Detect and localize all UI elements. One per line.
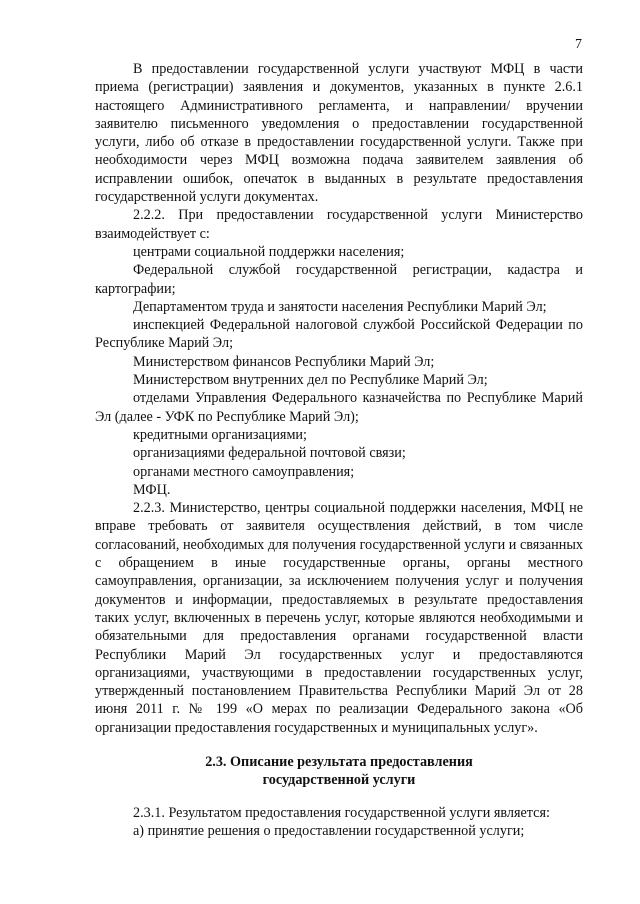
list-item: инспекцией Федеральной налоговой службой Российской Федерации по Республике Марий Эл; [95, 317, 583, 352]
document-body [95, 60, 583, 840]
paragraph-result-a: а) принятие решения о предоставлении государственной услуги; [133, 822, 525, 839]
list-item: Министерством финансов Республики Марий Эл; [133, 353, 435, 370]
list-item: центрами социальной поддержки населения; [133, 243, 405, 260]
paragraph-2-2-2: 2.2.2. При предоставлении государственной услуги Министерство взаимодействует с: [95, 207, 583, 242]
list-item: организациями федеральной почтовой связи; [133, 445, 406, 462]
paragraph-mfc-participation: В предоставлении государственной услуги участвуют МФЦ в части приема (регистрации) заявления и документов, указанных в пункте 2.6.1 настоящего Административного регламента, и направлении/ вручении заявителю письменного уведомления о предоставлении государственной услуги, либо об отказе в предоставлении государственной услуги. Также при необходимости через МФЦ возможна подача заявителем заявления об исправлении ошибок, опечаток в выданных в результате предоставления государственной услуги документах. [95, 61, 583, 206]
paragraph-2-3-1: 2.3.1. Результатом предоставления государственной услуги является: [133, 804, 550, 821]
section-heading-line-1: 2.3. Описание результата предоставления [205, 753, 473, 770]
list-item: МФЦ. [133, 481, 171, 498]
paragraph-2-2-3: 2.2.3. Министерство, центры социальной поддержки населения, МФЦ не вправе требовать от заявителя осуществления действий, в том числе согласований, необходимых для получения государственной услуги и связанных с обращением в иные государственные органы, органы местного самоуправления, организации, за исключением получения услуг и получения документов и информации, предоставляемых в результате предоставления таких услуг, включенных в перечень услуг, которые являются необходимыми и обязательными для предоставления органами государственной власти Республики Марий Эл государственных услуг и предоставляются организациями, участвующими в предоставлении государственных услуг, утвержденный постановлением Правительства Республики Марий Эл от 28 июня 2011 г. № 199 «О мерах по реализации Федерального закона «Об организации предоставления государственных и муниципальных услуг». [95, 500, 583, 736]
list-item: Департаментом труда и занятости населения Республики Марий Эл; [133, 298, 547, 315]
list-item: кредитными организациями; [133, 426, 307, 443]
section-heading [95, 753, 583, 790]
list-item: Федеральной службой государственной регистрации, кадастра и картографии; [95, 262, 583, 297]
list-item: органами местного самоуправления; [133, 463, 355, 480]
list-item: отделами Управления Федерального казначейства по Республике Марий Эл (далее - УФК по Республике Марий Эл); [95, 390, 583, 425]
section-heading-line-2: государственной услуги [262, 772, 416, 789]
list-item: Министерством внутренних дел по Республике Марий Эл; [133, 372, 488, 389]
page-number: 7 [575, 37, 582, 52]
